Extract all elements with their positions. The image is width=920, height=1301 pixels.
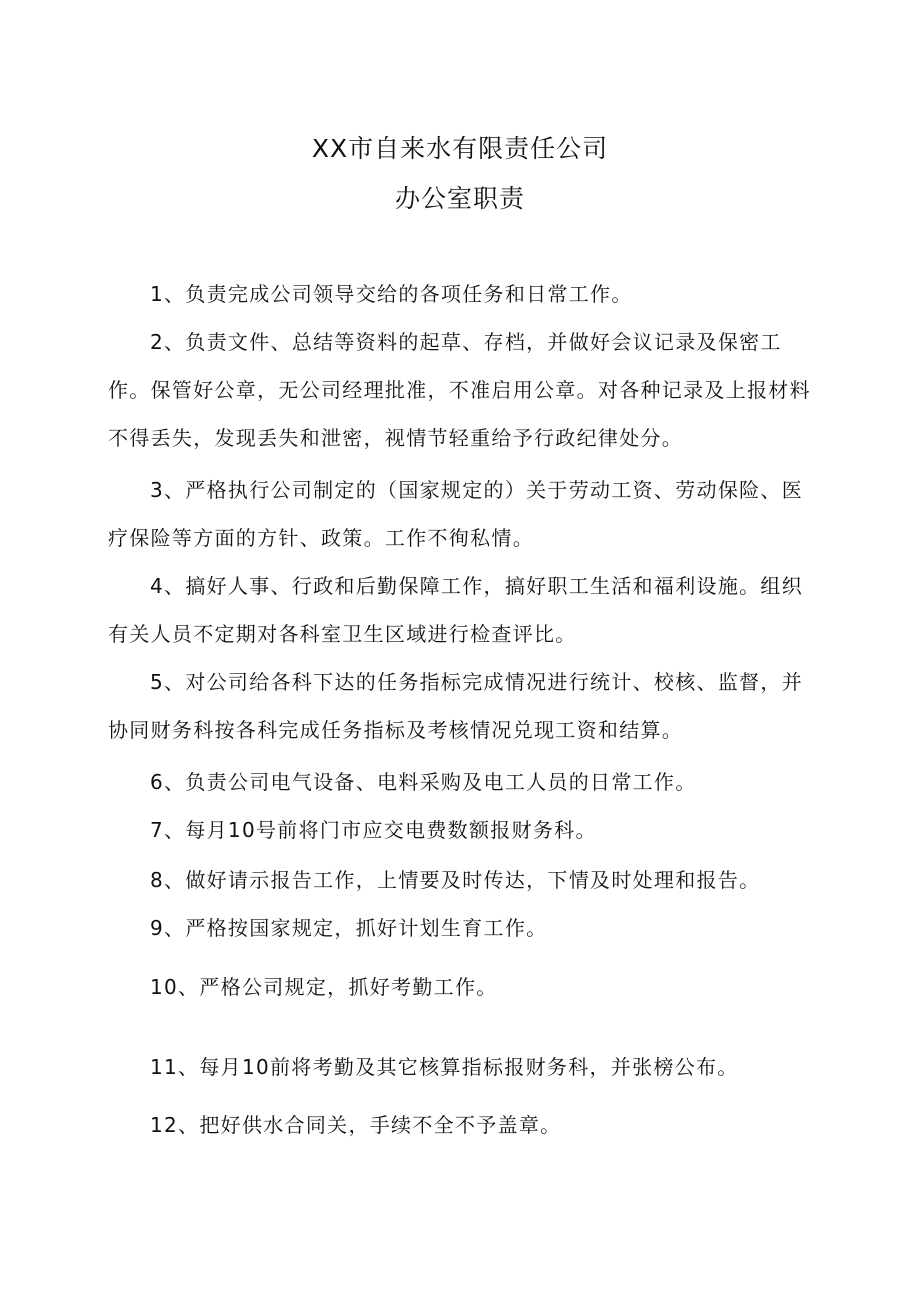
duty-item-3: 3、严格执行公司制定的（国家规定的）关于劳动工资、劳动保险、医疗保险等方面的方针、政策。工作不徇私情。 [108, 478, 804, 550]
duty-item-6: 6、负责公司电气设备、电料采购及电工人员的日常工作。 [150, 770, 697, 794]
duty-item-4: 4、搞好人事、行政和后勤保障工作，搞好职工生活和福利设施。组织有关人员不定期对各科室卫生区域进行检查评比。 [108, 574, 804, 646]
duty-item-12: 12、把好供水合同关，手续不全不予盖章。 [150, 1113, 562, 1137]
duty-item-8: 8、做好请示报告工作，上情要及时传达，下情及时处理和报告。 [150, 868, 761, 892]
duty-item-9: 9、严格按国家规定，抓好计划生育工作。 [150, 916, 548, 940]
document-title: XX市自来水有限责任公司 [311, 134, 609, 163]
duty-item-7: 7、每月10号前将门市应交电费数额报财务科。 [150, 818, 597, 842]
duty-item-2: 2、负责文件、总结等资料的起草、存档，并做好会议记录及保密工作。保管好公章，无公司经理批准，不准启用公章。对各种记录及上报材料不得丢失，发现丢失和泄密，视情节轻重给予行政纪律处分。 [108, 330, 811, 450]
duty-item-10: 10、严格公司规定，抓好考勤工作。 [150, 975, 498, 999]
document-subtitle: 办公室职责 [394, 184, 525, 213]
duty-item-5: 5、对公司给各科下达的任务指标完成情况进行统计、校核、监督，并协同财务科按各科完成任务指标及考核情况兑现工资和结算。 [108, 670, 804, 742]
duty-item-11: 11、每月10前将考勤及其它核算指标报财务科，并张榜公布。 [150, 1055, 739, 1079]
duty-item-1: 1、负责完成公司领导交给的各项任务和日常工作。 [150, 282, 633, 306]
